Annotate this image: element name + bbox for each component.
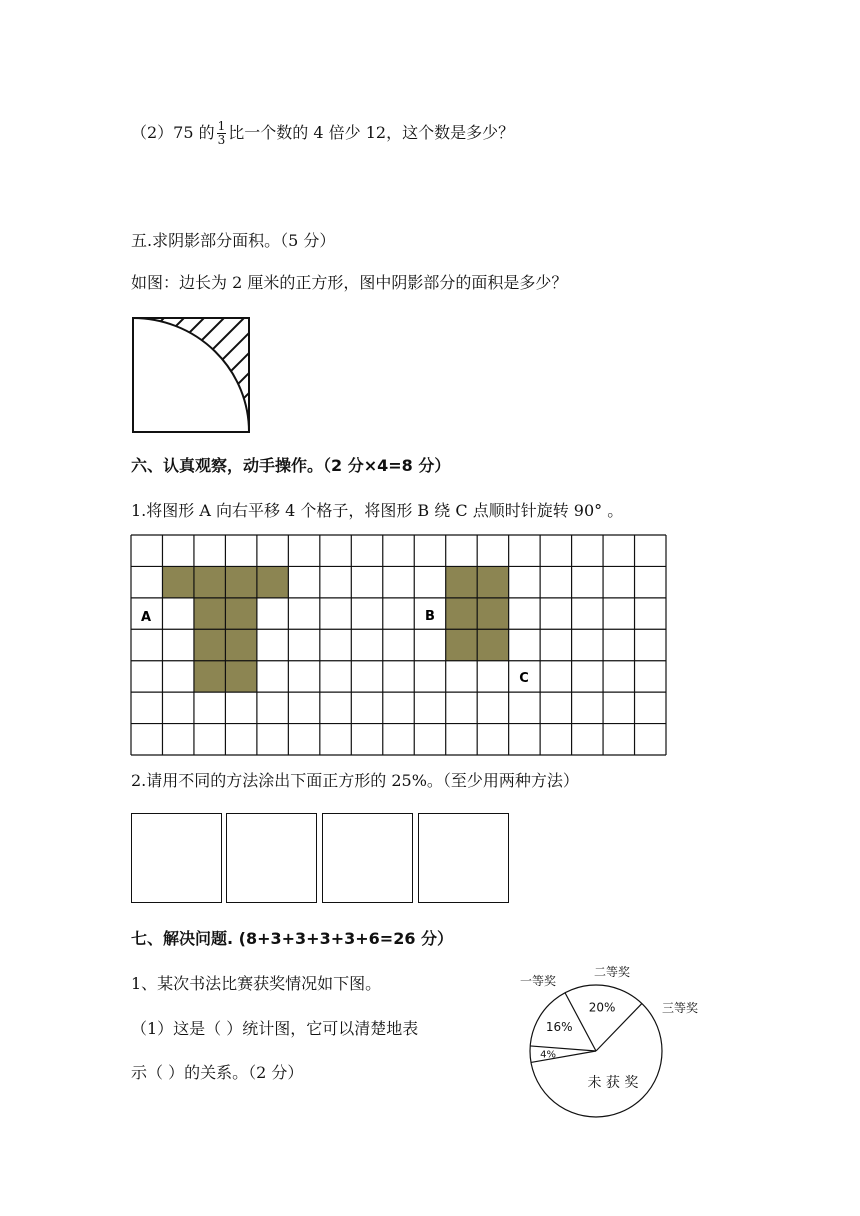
shape-a-cell	[225, 661, 256, 692]
blank-square-2[interactable]	[226, 813, 317, 903]
award-pie-chart	[510, 960, 720, 1125]
section-7-question-1-part1-line1: （1）这是（ ）统计图，它可以清楚地表	[131, 1019, 419, 1038]
section-5-question: 如图：边长为 2 厘米的正方形，图中阴影部分的面积是多少？	[131, 273, 568, 292]
question-2	[131, 120, 514, 147]
question-2-suffix: 比一个数的 4 倍少 12，这个数是多少？	[228, 123, 515, 142]
section-7-heading: 七、解决问题. (8+3+3+3+3+6=26 分）	[131, 929, 454, 948]
blank-square-1[interactable]	[131, 813, 222, 903]
shape-a-cell	[194, 598, 225, 629]
quarter-arc	[133, 318, 249, 432]
blank-square-4[interactable]	[418, 813, 509, 903]
shape-b-cell	[477, 629, 508, 660]
pie-category-label: 二等奖	[593, 965, 631, 979]
section-5-heading: 五.求阴影部分面积。（5 分）	[131, 231, 336, 250]
shape-a-cell	[257, 566, 288, 597]
fraction-denominator: 3	[217, 133, 226, 147]
shape-a-cell	[194, 661, 225, 692]
shape-a-cell	[225, 598, 256, 629]
shape-a-cell	[194, 566, 225, 597]
shape-a-cell	[225, 566, 256, 597]
section-7-question-1-intro: 1、某次书法比赛获奖情况如下图。	[131, 974, 382, 993]
label-b: B	[425, 609, 435, 624]
label-a: A	[140, 610, 152, 625]
pie-value-label: 4%	[540, 1049, 556, 1061]
question-2-prefix: （2）75 的	[131, 123, 215, 142]
pie-category-label: 未 获 奖	[587, 1074, 639, 1091]
shape-a-cell	[194, 629, 225, 660]
shaded-square-figure	[128, 314, 254, 436]
shape-b-cell	[446, 598, 477, 629]
shape-a-cell	[162, 566, 193, 597]
fraction	[217, 120, 227, 147]
section-6-question-2: 2.请用不同的方法涂出下面正方形的 25%。（至少用两种方法）	[131, 771, 579, 790]
pie-category-label: 三等奖	[661, 1001, 699, 1015]
blank-square-3[interactable]	[322, 813, 413, 903]
shape-b-cell	[446, 629, 477, 660]
section-6-question-1: 1.将图形 A 向右平移 4 个格子，将图形 B 绕 C 点顺时针旋转 90° 。	[131, 501, 624, 520]
square-outline	[133, 318, 249, 432]
section-6-heading: 六、认真观察，动手操作。（2 分×4=8 分）	[131, 456, 451, 475]
fraction-numerator: 1	[217, 119, 226, 133]
transformation-grid	[130, 534, 667, 756]
shape-a-cell	[225, 629, 256, 660]
section-7-question-1-part1-line2: 示（ ）的关系。（2 分）	[131, 1063, 304, 1082]
shape-b-cell	[477, 598, 508, 629]
pie-category-label: 一等奖	[519, 974, 557, 988]
pie-value-label: 16%	[545, 1019, 573, 1034]
shape-b-cell	[446, 566, 477, 597]
label-c: C	[519, 671, 529, 686]
pie-value-label: 20%	[588, 1000, 616, 1015]
shape-b-cell	[477, 566, 508, 597]
